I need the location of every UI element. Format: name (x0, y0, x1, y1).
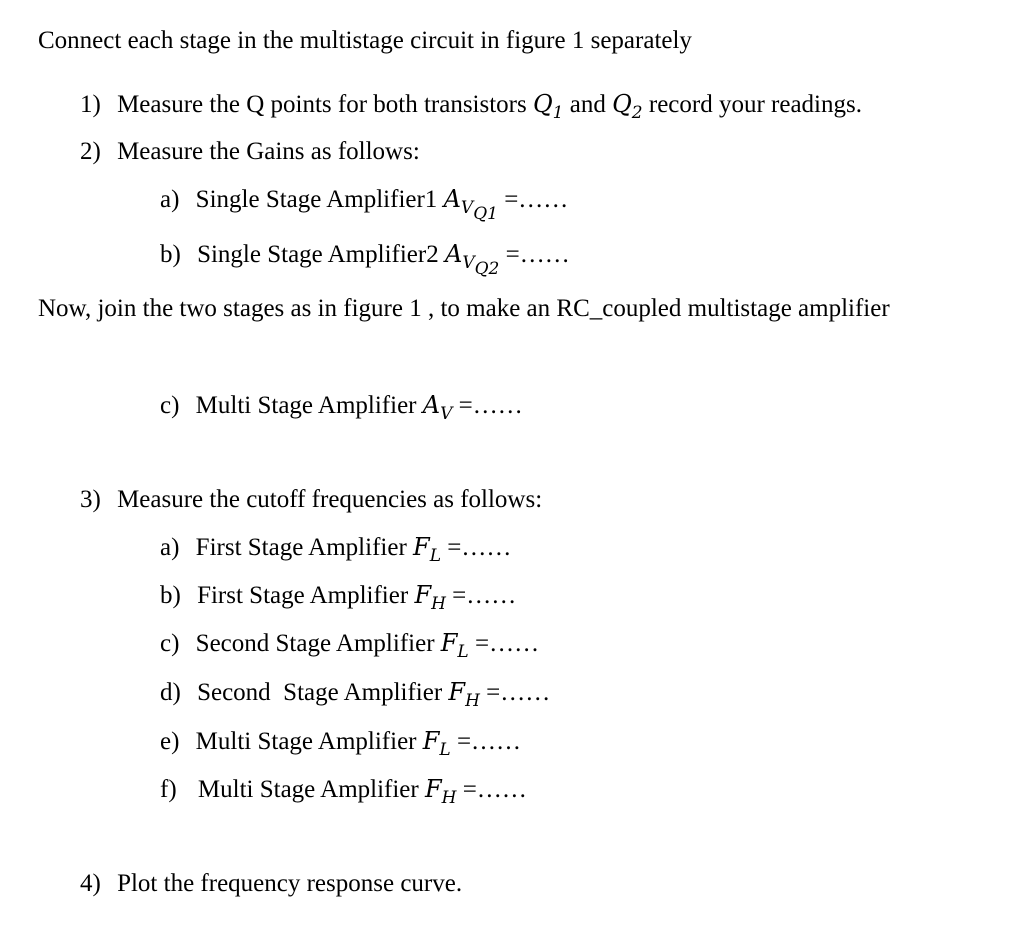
item-3b-text: First Stage Amplifier (197, 582, 409, 609)
item-4-number: 4) (80, 870, 101, 897)
item-3c-label: c) (160, 630, 180, 657)
item-2a-text: Single Stage Amplifier1 (195, 186, 438, 213)
item-3e-text: Multi Stage Amplifier (195, 728, 417, 755)
item-3f-blank: =…… (462, 776, 527, 803)
fh-symbol: $F_H$ (424, 775, 457, 808)
item-3c (160, 628, 539, 661)
item-3d-text: Second Stage Amplifier (197, 679, 443, 706)
fh-symbol: $F_H$ (448, 678, 480, 711)
item-2b-label: b) (160, 241, 181, 268)
item-2a-blank: =…… (504, 186, 569, 213)
item-3f-label: f) (160, 776, 177, 803)
item-3c-blank: =…… (474, 630, 540, 657)
av-q1-symbol: $A_{VQ1}$ (443, 185, 498, 224)
item-2b-text: Single Stage Amplifier2 (197, 241, 439, 268)
item-3-number: 3) (80, 486, 101, 513)
item-3d-blank: =…… (486, 679, 551, 706)
item-3d-label: d) (160, 679, 181, 706)
item-2b-blank: =…… (505, 241, 570, 268)
item-1-number: 1) (80, 91, 101, 118)
item-3b-label: b) (160, 582, 181, 609)
item-3b (160, 580, 516, 613)
item-1-text-a: Measure the Q points for both transistors (117, 91, 527, 118)
item-3 (80, 485, 542, 515)
item-3a (160, 532, 511, 565)
item-2c (160, 390, 523, 423)
q1-symbol: $Q_1$ (532, 90, 564, 123)
fl-symbol: $F_L$ (422, 727, 451, 760)
join-sentence: Now, join the two stages as in figure 1 , to make an RC_coupled multistage amplifier (38, 295, 890, 322)
q2-symbol: $Q_2$ (612, 90, 643, 123)
item-3a-label: a) (160, 534, 180, 561)
intro-text (38, 26, 692, 56)
item-3e-blank: =…… (456, 728, 522, 755)
fh-symbol: $F_H$ (414, 581, 446, 614)
item-2-text: Measure the Gains as follows: (117, 138, 420, 165)
fl-symbol: $F_L$ (440, 629, 469, 662)
item-1-text-b: record your readings. (648, 91, 862, 118)
item-3f (160, 774, 527, 807)
item-2 (80, 137, 420, 167)
item-2c-blank: =…… (458, 392, 523, 419)
item-3a-blank: =…… (447, 534, 512, 561)
item-2c-label: c) (160, 392, 180, 419)
item-1 (80, 89, 862, 122)
item-2c-text: Multi Stage Amplifier (195, 392, 417, 419)
item-3-text: Measure the cutoff frequencies as follows: (117, 486, 543, 513)
fl-symbol: $F_L$ (413, 533, 441, 566)
item-2b (160, 239, 570, 279)
item-2-number: 2) (80, 138, 101, 165)
join-text (38, 294, 890, 324)
item-1-and: and (569, 91, 606, 118)
av-q2-symbol: $A_{VQ2}$ (444, 240, 500, 279)
item-4-text: Plot the frequency response curve. (117, 870, 463, 897)
item-3b-blank: =…… (452, 582, 517, 609)
item-2a (160, 184, 569, 224)
item-3a-text: First Stage Amplifier (195, 534, 407, 561)
item-2a-label: a) (160, 186, 180, 213)
item-3f-text: Multi Stage Amplifier (197, 776, 419, 803)
item-4 (80, 869, 462, 899)
item-3c-text: Second Stage Amplifier (195, 630, 435, 657)
item-3e (160, 726, 521, 759)
item-3d (160, 677, 550, 710)
item-3e-label: e) (160, 728, 180, 755)
intro-sentence: Connect each stage in the multistage circuit in figure 1 separately (38, 27, 692, 54)
av-symbol: $A_V$ (422, 391, 453, 424)
